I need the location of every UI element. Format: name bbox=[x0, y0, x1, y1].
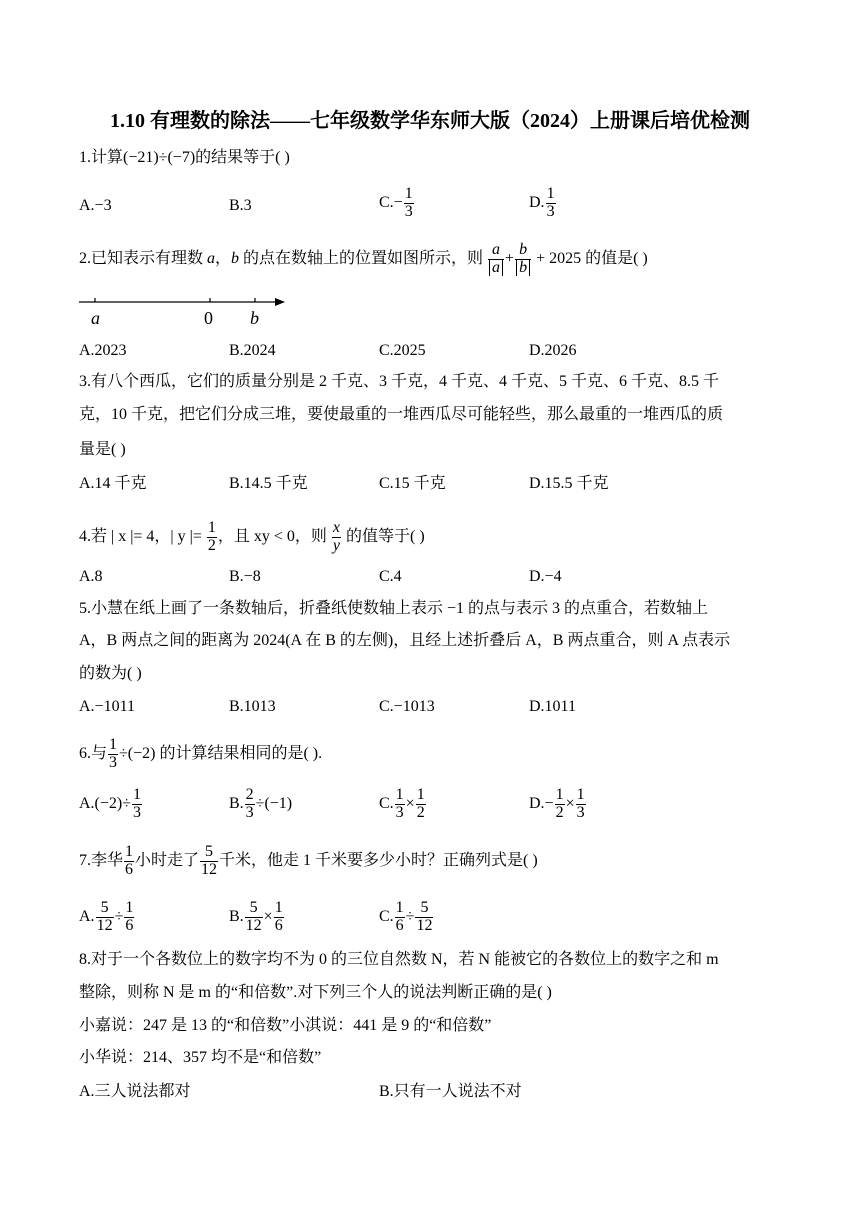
q6-d-fraction-1 bbox=[555, 787, 565, 822]
question-3-line-2: 克，10 千克，把它们分成三堆，要使最重的一堆西瓜尽可能轻些，那么最重的一堆西瓜的质 bbox=[79, 406, 724, 423]
q6-option-a bbox=[79, 787, 143, 822]
q6-text-tail: ÷(−2) 的计算结果相同的是( ). bbox=[119, 744, 323, 762]
q1-option-b: B.3 bbox=[229, 197, 252, 214]
q5-option-a: A.−1011 bbox=[79, 698, 135, 715]
q6-b-pre: B. bbox=[229, 794, 244, 812]
question-8-line-1: 8.对于一个各数位上的数字均不为 0 的三位自然数 N，若 N 能被它的各数位上的数字之和 m bbox=[79, 951, 719, 968]
question-7-stem bbox=[79, 844, 538, 879]
q2-option-d: D.2026 bbox=[529, 342, 577, 359]
question-5-line-2: A，B 两点之间的距离为 2024(A 在 B 的左侧)，且经上述折叠后 A，B 两点重合，则 A 点表示 bbox=[79, 632, 731, 649]
q4-option-d: D.−4 bbox=[529, 568, 562, 585]
q2-var-b: b bbox=[231, 249, 240, 267]
q1-option-c bbox=[379, 186, 415, 221]
fraction-numerator: 1 bbox=[133, 786, 142, 803]
question-3-line-1: 3.有八个西瓜，它们的质量分别是 2 千克、3 千克，4 千克、4 千克、5 千克、6 千克、8.5 千 bbox=[79, 373, 720, 390]
q6-c-fraction-2 bbox=[416, 787, 426, 822]
q7-option-b bbox=[229, 900, 285, 935]
q6-fraction bbox=[108, 737, 118, 772]
q2-text-pre: 2.已知表示有理数 bbox=[79, 249, 208, 267]
fraction-numerator: 5 bbox=[96, 900, 114, 918]
q6-a-fraction bbox=[132, 787, 142, 822]
question-5-line-1: 5.小慧在纸上画了一条数轴后，折叠纸使数轴上表示 −1 的点与表示 3 的点重合，若数轴上 bbox=[79, 600, 709, 617]
fraction-numerator: 1 bbox=[546, 185, 555, 202]
q7-text-pre: 7.李华 bbox=[79, 851, 124, 869]
fraction-numerator: b bbox=[515, 242, 531, 260]
q7-fraction-km bbox=[200, 844, 218, 879]
question-8-line-2: 整除，则称 N 是 m 的“和倍数”.对下列三个人的说法判断正确的是( ) bbox=[79, 984, 552, 1001]
q1-d-prefix: D. bbox=[529, 193, 545, 211]
q4-option-a: A.8 bbox=[79, 568, 103, 585]
q7-option-a bbox=[79, 900, 135, 935]
axis-label-b: b bbox=[250, 308, 259, 328]
q7-a-pre: A. bbox=[79, 907, 95, 925]
fraction-numerator: 1 bbox=[109, 736, 118, 753]
q5-option-b: B.1013 bbox=[229, 698, 276, 715]
q2-fraction-a bbox=[488, 242, 504, 277]
fraction-denominator: 3 bbox=[245, 803, 254, 821]
fraction-denominator: 3 bbox=[576, 803, 585, 821]
q2-comma: ， bbox=[215, 249, 232, 267]
q6-d-fraction-2 bbox=[576, 787, 586, 822]
fraction-numerator: 1 bbox=[395, 786, 404, 803]
fraction-denominator: 3 bbox=[133, 803, 142, 821]
q1-option-a: A.−3 bbox=[79, 197, 112, 214]
q3-option-c: C.15 千克 bbox=[379, 475, 446, 492]
fraction-numerator: 5 bbox=[245, 900, 263, 918]
q2-var-a: a bbox=[207, 249, 216, 267]
q1-d-fraction bbox=[546, 186, 556, 221]
q7-fraction-hours bbox=[124, 844, 134, 879]
q5-option-c: C.−1013 bbox=[379, 698, 435, 715]
q3-option-a: A.14 千克 bbox=[79, 475, 147, 492]
fraction-numerator: 5 bbox=[200, 844, 218, 862]
fraction-numerator: 1 bbox=[404, 185, 413, 202]
number-line-figure bbox=[79, 290, 299, 330]
fraction-denominator: y bbox=[332, 536, 341, 554]
question-5-line-3: 的数为( ) bbox=[79, 665, 142, 682]
abs-value: a bbox=[489, 259, 503, 276]
q6-option-b bbox=[229, 787, 292, 822]
q1-option-d bbox=[529, 186, 557, 221]
q6-option-d bbox=[529, 787, 587, 822]
q1-c-fraction bbox=[404, 186, 414, 221]
q7-text-mid: 小时走了 bbox=[135, 851, 200, 869]
q2-text-tail: + 2025 的值是( ) bbox=[532, 249, 648, 267]
axis-label-a: a bbox=[91, 308, 100, 328]
q6-b-tail: ÷(−1) bbox=[255, 794, 293, 812]
fraction-denominator: 12 bbox=[201, 860, 218, 878]
fraction-denominator: 3 bbox=[395, 803, 404, 821]
q6-d-pre: D.− bbox=[529, 794, 554, 812]
q6-c-operator: × bbox=[405, 794, 415, 812]
q7-a-operator: ÷ bbox=[114, 907, 124, 925]
fraction-numerator: 5 bbox=[415, 900, 433, 918]
fraction-denominator: 2 bbox=[416, 803, 425, 821]
q4-option-c: C.4 bbox=[379, 568, 402, 585]
q6-c-pre: C. bbox=[379, 794, 394, 812]
fraction-denominator: 2 bbox=[555, 803, 564, 821]
q2-text-mid: 的点在数轴上的位置如图所示，则 bbox=[239, 249, 488, 267]
q7-c-fraction-1 bbox=[395, 900, 405, 935]
fraction-numerator: 1 bbox=[125, 899, 134, 916]
q1-c-prefix: C.− bbox=[379, 193, 403, 211]
q7-a-fraction-1 bbox=[96, 900, 114, 935]
fraction-numerator: 1 bbox=[416, 786, 425, 803]
q4-text-pre: 4.若 | x |= 4，| y |= bbox=[79, 527, 206, 545]
q6-a-pre: A.(−2)÷ bbox=[79, 794, 132, 812]
fraction-numerator: 1 bbox=[125, 843, 134, 860]
fraction-denominator bbox=[515, 260, 531, 277]
q7-b-fraction-2 bbox=[274, 900, 284, 935]
q6-d-operator: × bbox=[565, 794, 575, 812]
fraction-denominator: 12 bbox=[96, 916, 113, 934]
fraction-denominator bbox=[488, 260, 504, 277]
fraction-denominator: 2 bbox=[207, 536, 216, 554]
fraction-denominator: 6 bbox=[125, 916, 134, 934]
question-8-line-4: 小华说：214、357 均不是“和倍数” bbox=[79, 1049, 322, 1066]
fraction-denominator: 6 bbox=[125, 860, 134, 878]
q7-b-pre: B. bbox=[229, 907, 244, 925]
abs-value: b bbox=[516, 259, 530, 276]
fraction-numerator: 1 bbox=[207, 519, 216, 536]
question-8-line-3: 小嘉说：247 是 13 的“和倍数”小淇说：441 是 9 的“和倍数” bbox=[79, 1017, 492, 1034]
q2-option-a: A.2023 bbox=[79, 342, 127, 359]
axis-label-zero: 0 bbox=[204, 308, 213, 328]
q7-a-fraction-2 bbox=[124, 900, 134, 935]
arrow-icon bbox=[275, 298, 285, 306]
q6-b-fraction bbox=[245, 787, 255, 822]
q8-option-a: A.三人说法都对 bbox=[79, 1083, 191, 1100]
q7-text-tail: 千米，他走 1 千米要多少小时？正确列式是( ) bbox=[219, 851, 538, 869]
q7-c-pre: C. bbox=[379, 907, 394, 925]
fraction-denominator: 12 bbox=[245, 916, 262, 934]
q6-c-fraction-1 bbox=[395, 787, 405, 822]
fraction-denominator: 6 bbox=[274, 916, 283, 934]
fraction-denominator: 12 bbox=[416, 916, 433, 934]
question-2-stem bbox=[79, 242, 648, 277]
q3-option-b: B.14.5 千克 bbox=[229, 475, 308, 492]
q4-text-tail: 的值等于( ) bbox=[342, 527, 425, 545]
question-3-line-3: 量是( ) bbox=[79, 441, 126, 458]
fraction-denominator: 6 bbox=[395, 916, 404, 934]
q2-option-b: B.2024 bbox=[229, 342, 276, 359]
fraction-numerator: 2 bbox=[245, 786, 254, 803]
fraction-denominator: 3 bbox=[404, 202, 413, 220]
q7-c-operator: ÷ bbox=[405, 907, 415, 925]
q2-fraction-b bbox=[515, 242, 531, 277]
q2-option-c: C.2025 bbox=[379, 342, 426, 359]
q2-plus: + bbox=[505, 249, 515, 267]
question-4-stem bbox=[79, 520, 425, 555]
fraction-numerator: 1 bbox=[555, 786, 564, 803]
q4-fraction-xy bbox=[332, 520, 341, 555]
q7-c-fraction-2 bbox=[415, 900, 433, 935]
fraction-numerator: 1 bbox=[274, 899, 283, 916]
q7-b-operator: × bbox=[263, 907, 273, 925]
fraction-numerator: 1 bbox=[395, 899, 404, 916]
page-title: 1.10 有理数的除法——七年级数学华东师大版（2024）上册课后培优检测 bbox=[110, 110, 750, 132]
fraction-numerator: x bbox=[332, 519, 341, 536]
question-6-stem bbox=[79, 737, 322, 772]
fraction-denominator: 3 bbox=[546, 202, 555, 220]
question-1-stem: 1.计算(−21)÷(−7)的结果等于( ) bbox=[79, 149, 290, 166]
q7-option-c bbox=[379, 900, 434, 935]
fraction-denominator: 3 bbox=[109, 753, 118, 771]
q4-fraction-half bbox=[207, 520, 217, 555]
q4-text-mid: ，且 xy < 0，则 bbox=[217, 527, 331, 545]
q7-b-fraction-1 bbox=[245, 900, 263, 935]
q4-option-b: B.−8 bbox=[229, 568, 261, 585]
fraction-numerator: a bbox=[488, 242, 504, 260]
fraction-numerator: 1 bbox=[576, 786, 585, 803]
q3-option-d: D.15.5 千克 bbox=[529, 475, 609, 492]
q6-text-pre: 6.与 bbox=[79, 744, 108, 762]
q8-option-b: B.只有一人说法不对 bbox=[379, 1083, 522, 1100]
q6-option-c bbox=[379, 787, 427, 822]
q5-option-d: D.1011 bbox=[529, 698, 576, 715]
